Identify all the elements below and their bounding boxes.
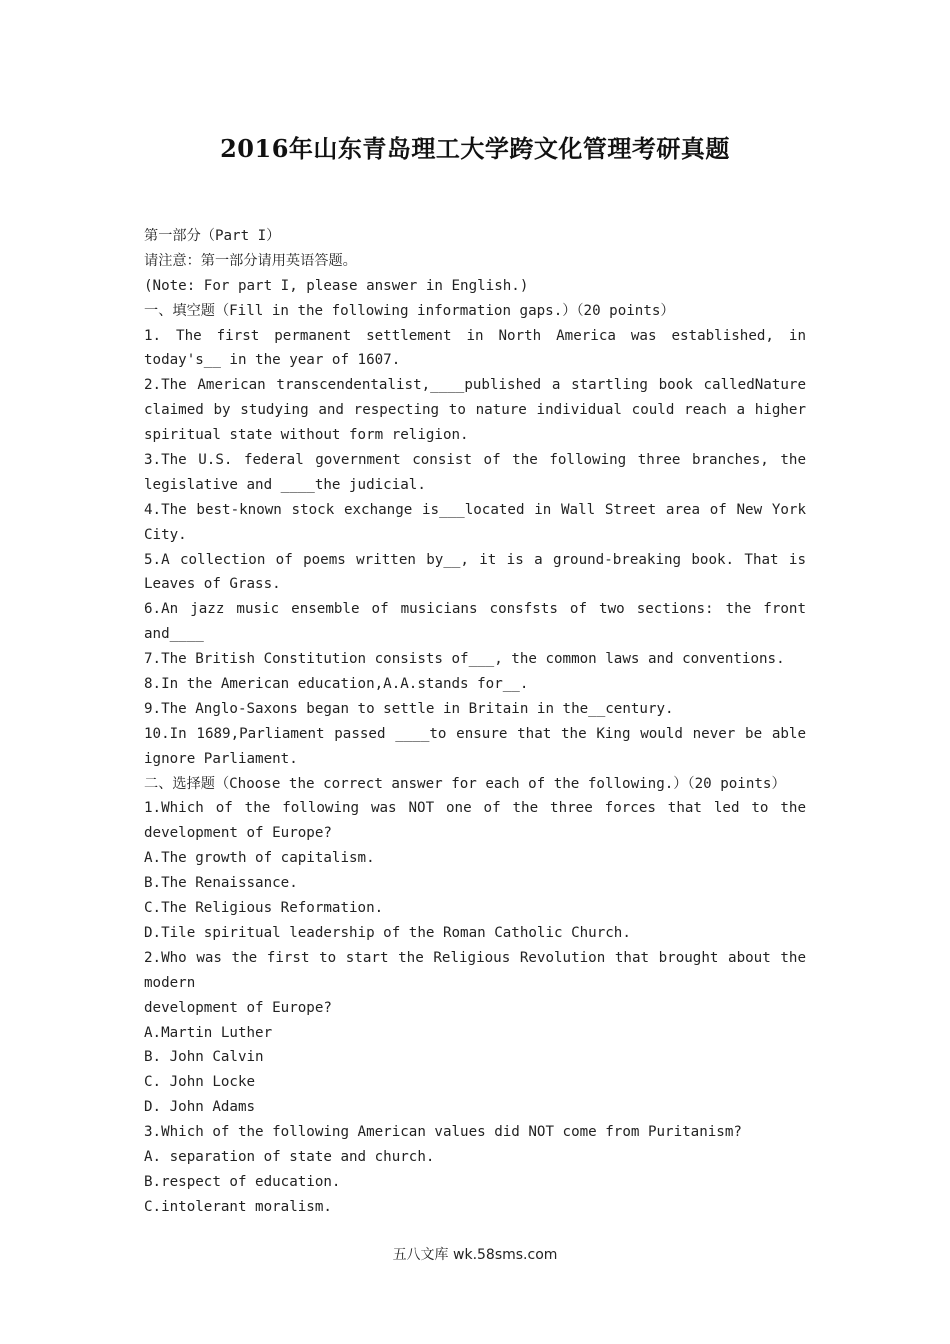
text-line: development of Europe? [144,999,332,1016]
text-line: 1. The first permanent settlement in North America was established, in [144,327,806,344]
text-line: 一、填空题（Fill in the following information gaps.）（20 points） [144,302,675,319]
text-line: ignore Parliament. [144,750,298,767]
text-line: D.Tile spiritual leadership of the Roman Catholic Church. [144,924,631,941]
text-line: 3.The U.S. federal government consist of the following three branches, the [144,452,806,469]
text-line: legislative and ____the judicial. [144,476,426,493]
text-line: and____ [144,626,204,643]
text-line: 1.Which of the following was NOT one of the three forces that led to the [144,800,806,817]
text-line: B.respect of education. [144,1173,341,1190]
text-line: B. John Calvin [144,1049,264,1066]
text-line: City. [144,526,187,543]
text-line: 5.A collection of poems written by__, it is a ground-breaking book. That is [144,551,806,568]
page-title: 2016年山东青岛理工大学跨文化管理考研真题 [220,134,730,163]
document-body [144,224,806,1220]
text-line: A.Martin Luther [144,1024,273,1041]
text-line: 10.In 1689,Parliament passed ____to ensure that the King would never be able [144,725,806,742]
text-line: 2.The American transcendentalist,____published a startling book calledNature [144,377,806,394]
text-line: 2.Who was the first to start the Religious Revolution that brought about the [144,949,806,966]
text-line: Leaves of Grass. [144,576,281,593]
text-line: D. John Adams [144,1099,256,1116]
text-line: claimed by studying and respecting to nature individual could reach a higher [144,402,806,419]
text-line: (Note: For part I, please answer in English.) [144,277,529,294]
text-line: 请注意：第一部分请用英语答题。 [144,252,357,269]
text-line: C.intolerant moralism. [144,1198,332,1215]
text-line: 二、选择题（Choose the correct answer for each of the following.）（20 points） [144,775,786,792]
page-footer: 五八文库 wk.58sms.com [392,1247,558,1263]
text-line: 3.Which of the following American values did NOT come from Puritanism? [144,1124,742,1141]
text-line: today's__ in the year of 1607. [144,352,401,369]
text-line: C.The Religious Reformation. [144,900,384,917]
text-line: 第一部分（Part I） [144,228,281,244]
text-line: spiritual state without form religion. [144,427,469,444]
text-line: development of Europe? [144,825,332,842]
text-line: modern [144,974,196,991]
text-line: C. John Locke [144,1074,256,1091]
text-line: B.The Renaissance. [144,875,298,892]
text-line: A.The growth of capitalism. [144,850,375,867]
text-line: 6.An jazz music ensemble of musicians consfsts of two sections: the front [144,601,806,618]
text-line: 9.The Anglo-Saxons began to settle in Britain in the__century. [144,700,674,717]
text-line: 7.The British Constitution consists of___, the common laws and conventions. [144,651,785,668]
text-line: A. separation of state and church. [144,1148,435,1165]
text-line: 8.In the American education,A.A.stands for__. [144,676,529,693]
text-line: 4.The best-known stock exchange is___located in Wall Street area of New York [144,501,806,518]
